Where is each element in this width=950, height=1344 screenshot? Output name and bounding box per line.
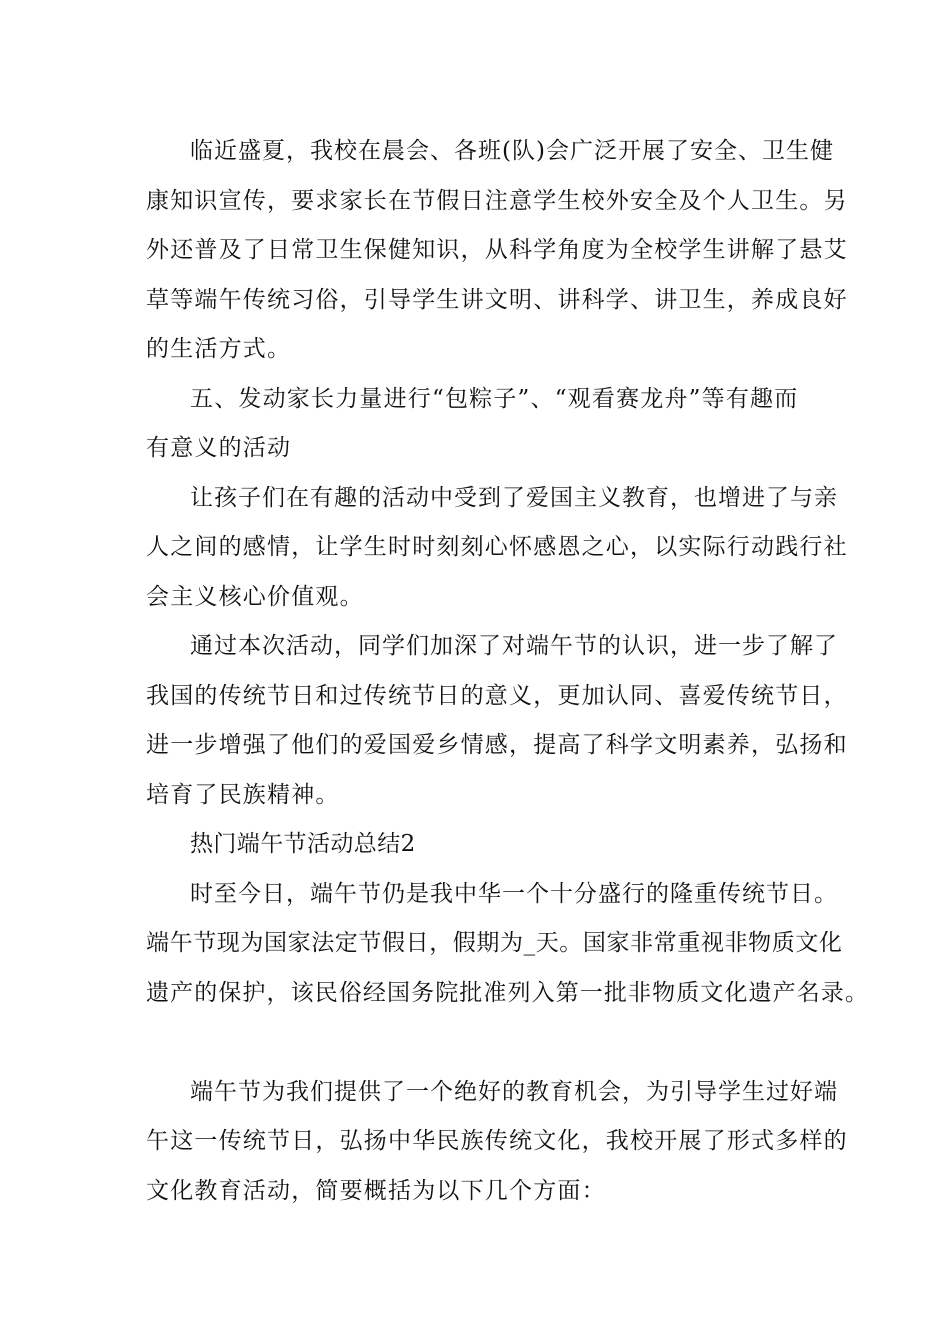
paragraph-line: 临近盛夏，我校在晨会、各班(队)会广泛开展了安全、卫生健 [190, 138, 834, 164]
paragraph-line: 外还普及了日常卫生保健知识，从科学角度为全校学生讲解了悬艾 [146, 237, 848, 263]
paragraph-line: 让孩子们在有趣的活动中受到了爱国主义教育，也增进了与亲 [190, 485, 838, 511]
paragraph-line: 培育了民族精神。 [146, 782, 340, 808]
paragraph-line: 通过本次活动，同学们加深了对端午节的认识，进一步了解了 [190, 633, 838, 659]
paragraph-line: 人之间的感情，让学生时时刻刻心怀感恩之心，以实际行动践行社 [146, 534, 848, 560]
paragraph-line: 遗产的保护，该民俗经国务院批准列入第一批非物质文化遗产名录。 [146, 980, 869, 1006]
paragraph-line: 端午节现为国家法定节假日，假期为_天。国家非常重视非物质文化 [146, 930, 843, 956]
section-heading-line: 有意义的活动 [146, 435, 292, 461]
paragraph-line: 端午节为我们提供了一个绝好的教育机会，为引导学生过好端 [190, 1079, 838, 1105]
paragraph-line: 进一步增强了他们的爱国爱乡情感，提高了科学文明素养，弘扬和 [146, 732, 848, 758]
paragraph-line: 康知识宣传，要求家长在节假日注意学生校外安全及个人卫生。另 [146, 188, 848, 214]
section-title: 热门端午节活动总结2 [190, 831, 416, 857]
paragraph-line: 我国的传统节日和过传统节日的意义，更加认同、喜爱传统节日， [146, 683, 848, 709]
paragraph-line: 时至今日，端午节仍是我中华一个十分盛行的隆重传统节日。 [190, 881, 838, 907]
paragraph-line: 草等端午传统习俗，引导学生讲文明、讲科学、讲卫生，养成良好 [146, 287, 848, 313]
paragraph-line: 的生活方式。 [146, 336, 292, 362]
paragraph-line: 文化教育活动，简要概括为以下几个方面： [146, 1178, 606, 1204]
paragraph-line: 午这一传统节日，弘扬中华民族传统文化，我校开展了形式多样的 [146, 1128, 848, 1154]
paragraph-line: 会主义核心价值观。 [146, 584, 364, 610]
section-heading-line: 五、发动家长力量进行“包粽子”、“观看赛龙舟”等有趣而 [190, 386, 799, 412]
